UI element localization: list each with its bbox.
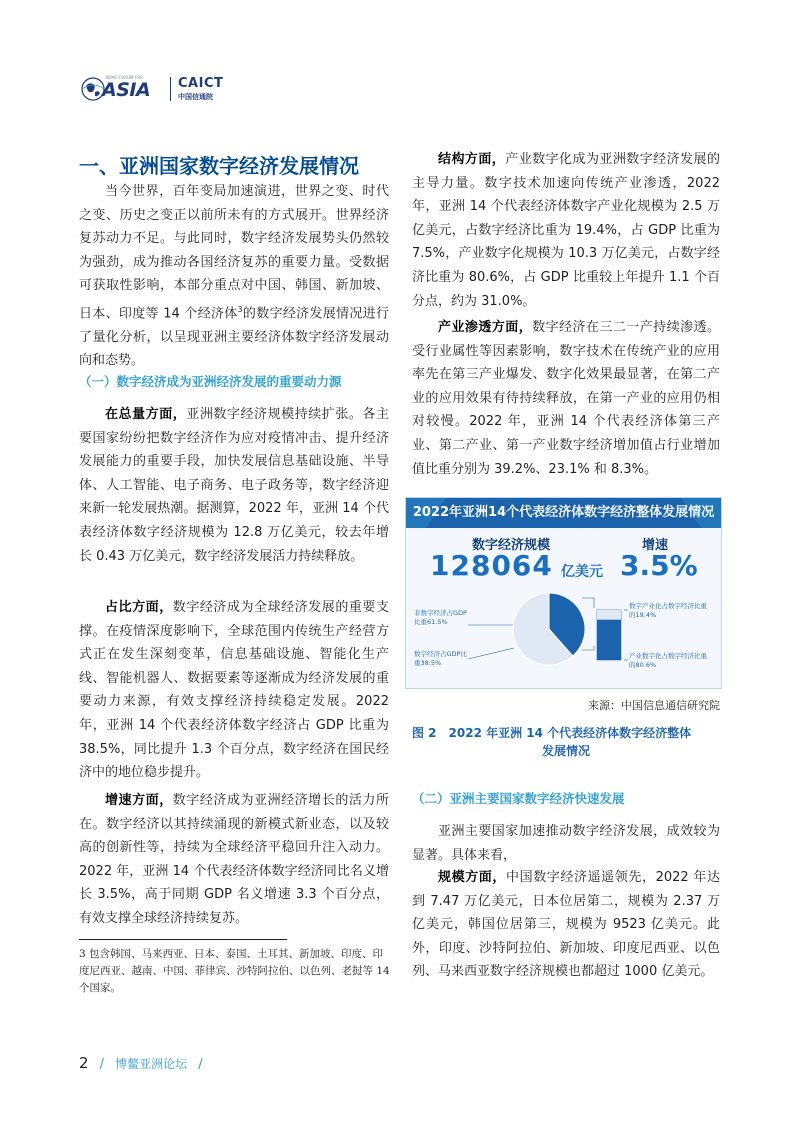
figure-source: 来源：中国信息通信研究院 xyxy=(588,699,720,712)
footnote-ref: 3 xyxy=(237,304,243,314)
pie-slices xyxy=(513,593,585,665)
connector-bottom xyxy=(582,646,594,650)
scale-value: 128064 xyxy=(430,549,553,582)
scale-paragraph xyxy=(412,866,720,984)
publication-name: 博鳌亚洲论坛 xyxy=(115,1057,188,1071)
scale-lead: 规模方面， xyxy=(438,870,506,885)
subheading-2: （二）亚洲主要国家数字经济快速发展 xyxy=(412,791,625,806)
caption-line-1: 图 2 2022 年亚洲 14 个代表经济体数字经济整体 xyxy=(412,726,692,740)
total-paragraph xyxy=(79,403,389,568)
growth-body: 数字经济成为亚洲经济增长的活力所在。数字经济以其持续涌现的新模式新业态，以及较高的创新性等，持续为全球经济平稳回升注入动力。2022 年，亚洲 14 个代表经济体数字经济同比名义增长 3.5%，高于同期 GDP 名义增速 3.3 个百分点，有效支撑全球经济持续复苏。 xyxy=(79,793,389,926)
page-number: 2 xyxy=(79,1054,89,1072)
scale-body: 中国数字经济遥遥领先，2022 年达到 7.47 万亿美元，日本位居第二，规模为 2.37 万亿美元，韩国位居第三，规模为 9523 亿美元。此外，印度、沙特阿拉伯、新加坡、印度尼西亚、以色列、马来西亚数字经济规模也都超过 1000 亿美元。 xyxy=(412,870,720,980)
footnote-divider xyxy=(79,939,287,940)
penetration-paragraph xyxy=(412,316,720,481)
section-title: 一、亚洲国家数字经济发展情况 xyxy=(79,154,359,178)
total-lead: 在总量方面， xyxy=(105,407,187,422)
scale-label: 数字经济规模 xyxy=(472,538,551,553)
page-footer xyxy=(79,1053,209,1073)
connector-top xyxy=(582,598,594,608)
caption-line-2: 发展情况 xyxy=(541,744,590,758)
growth-paragraph xyxy=(79,789,389,931)
share-paragraph xyxy=(79,596,389,785)
footnote: 3 包含韩国、马来西亚、日本、泰国、土耳其、新加坡、印度、印度尼西亚、越南、中国、菲律宾、沙特阿拉伯、以色列、老挝等 14 个国家。 xyxy=(79,948,390,994)
scale-unit: 亿美元 xyxy=(561,564,603,580)
boao-logo-text: ASIA xyxy=(102,79,151,101)
caict-logo-subtext: 中国信通院 xyxy=(178,93,213,101)
boao-forum-logo xyxy=(80,74,152,104)
intro-text-end: 的数字经济发展情况进行了量化分析，以呈现亚洲主要经济体数字经济发展动向和态势。 xyxy=(79,306,389,369)
figure-caption xyxy=(412,724,720,760)
major-intro-paragraph: 亚洲主要国家加速推动数字经济发展，成效较为显著。具体来看， xyxy=(412,824,720,863)
growth-lead: 增速方面， xyxy=(105,793,173,808)
total-body: 亚洲数字经济规模持续扩张。各主要国家纷纷把数字经济作为应对疫情冲击、提升经济发展能力的重要手段，加快发展信息基础设施、半导体、人工智能、电子商务、电子政务等，数字经济迎来新一轮发展热潮。据测算，2022 年，亚洲 14 个代表经济体数字经济规模为 12.8 万亿美元，较去年增长 0.43 万亿美元，数字经济发展活力持续释放。 xyxy=(79,407,389,564)
intro-paragraph xyxy=(79,180,389,373)
penetration-body: 数字经济在三二一产持续渗透。受行业属性等因素影响，数字技术在传统产业的应用率先在第三产业爆发、数字化效果最显著，在第二产业的应用效果有待持续释放，在第一产业的应用仍相对较慢。2022 年，亚洲 14 个代表经济体第三产业、第二产业、第一产业数字经济增加值占行业增加值比重分别为 39.2%、23.1% 和 8.3%。 xyxy=(412,320,720,477)
breakdown-bar-industrialization xyxy=(597,610,621,620)
label-digital: 数字经济占GDP比重38.5% xyxy=(414,650,467,667)
growth-value: 3.5% xyxy=(620,549,698,582)
share-lead: 占比方面， xyxy=(105,600,173,615)
logo-separator xyxy=(170,77,171,101)
label-industrialization: 数字产业化占数字经济比重的19.4% xyxy=(629,602,707,619)
intro-text: 当今世界，百年变局加速演进，世界之变、时代之变、历史之变正以前所未有的方式展开。世界经济复苏动力不足。与此同时，数字经济发展势头仍然较为强劲，成为推动各国经济复苏的重要力量。受数据可获取性影响，本部分重点对中国、韩国、新加坡、日本、印度等 14 个经济体 xyxy=(79,184,389,322)
header-logos xyxy=(80,74,240,104)
label-non-digital: 非数字经济占GDP比重61.5% xyxy=(414,609,467,626)
boao-small-text: BOAO FORUM FOR xyxy=(106,75,143,80)
structure-paragraph xyxy=(412,148,720,313)
infographic-title: 2022年亚洲14个代表经济体数字经济整体发展情况 xyxy=(412,505,715,520)
footer-slash-end: / xyxy=(198,1057,203,1072)
infographic-figure xyxy=(405,497,722,689)
leader-line-digital xyxy=(468,648,514,659)
label-digitalization: 产业数字化占数字经济比重的80.6% xyxy=(629,652,707,669)
structure-body: 产业数字化成为亚洲数字经济发展的主导力量。数字技术加速向传统产业渗透，2022 年，亚洲 14 个代表经济体数字产业化规模为 2.5 万亿美元，占数字经济比重为 19.4%，占 GDP 比重为 7.5%，产业数字化规模为 10.3 万亿美元，占数字经济比重为 80.6%，占 GDP 比重较上年提升 1.1 个百分点，约为 31.0%。 xyxy=(412,152,720,309)
structure-lead: 结构方面， xyxy=(438,152,506,167)
penetration-lead: 产业渗透方面， xyxy=(438,320,533,335)
breakdown-bar-digitalization xyxy=(597,620,621,660)
subheading-1: （一）数字经济成为亚洲经济发展的重要动力源 xyxy=(79,374,342,389)
footer-slash: / xyxy=(99,1057,105,1072)
growth-label: 增速 xyxy=(642,538,669,553)
caict-logo-text: CAICT xyxy=(178,76,224,91)
share-body: 数字经济成为全球经济发展的重要支撑。在疫情深度影响下，全球范围内传统生产经营方式正在发生深刻变革，信息基础设施、智能化生产线、智能机器人、数据要素等逐渐成为经济发展的重要动力来源，有效支撑经济持续稳定发展。2022 年，亚洲 14 个代表经济体数字经济占 GDP 比重为 38.5%，同比提升 1.3 个百分点，数字经济在国民经济中的地位稳步提升。 xyxy=(79,600,389,781)
